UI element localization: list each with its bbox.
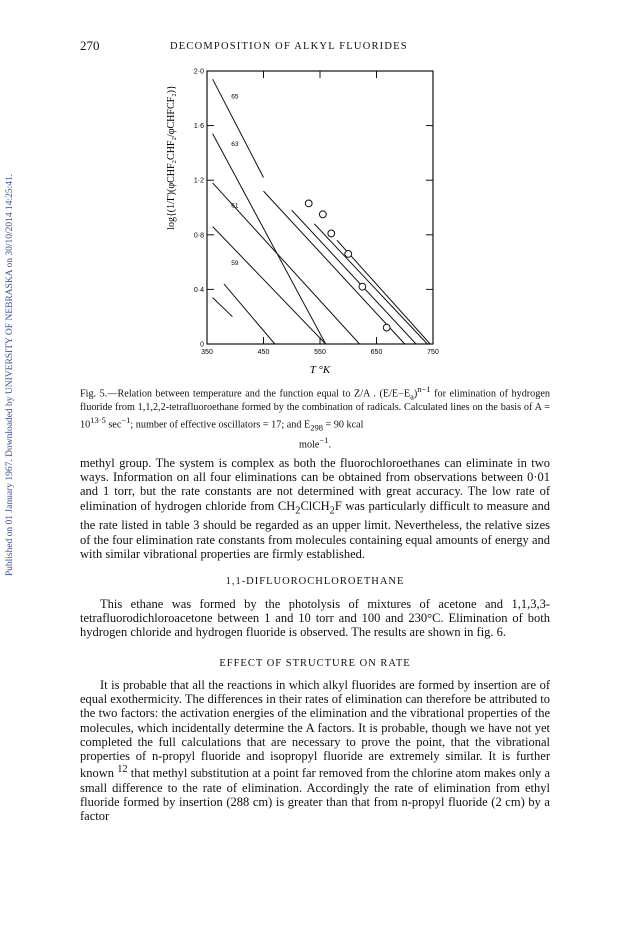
paragraph-2: This ethane was formed by the photolysis of mixtures of acetone and 1,1,3,3-tetrafluorodichloroacetone between 1 and 10 torr and 100 and 230°C. Elimination of both hydrogen chloride and hydrogen fluoride is observed. The results are shown in fig. 6. [80, 597, 550, 640]
calculated-line [213, 134, 326, 344]
y-tick-label: 2·0 [193, 68, 204, 76]
y-tick-label: 1·2 [193, 177, 204, 185]
calculated-line [292, 210, 416, 344]
figure-caption: Fig. 5.—Relation between temperature and the function equal to Z/A . $(E/E-E_a)^{n-1}$ for elimination of hydrogen fluoride from 1,1,2,2-tetrafluoroethane formed by the combination of radicals. Calculated lines on the basis of $A = 10^{13\cdot 5}$ $\sec^{-1}$; number of effective oscillators = 17; and $E_{298} = 90$ kcal mole$^{-1}$. [80, 384, 550, 451]
y-tick-label: 0·8 [193, 232, 204, 240]
plot-frame [207, 71, 433, 344]
x-tick-label: 550 [314, 349, 326, 356]
x-tick-label: 350 [201, 349, 213, 356]
calculated-line [224, 284, 275, 344]
line-label: 63 [231, 141, 239, 149]
x-tick-label: 750 [427, 349, 439, 356]
running-title: DECOMPOSITION OF ALKYL FLUORIDES [170, 41, 408, 52]
figure-5-chart [150, 58, 450, 380]
data-point [383, 324, 390, 331]
data-point [328, 230, 335, 237]
line-label: 61 [231, 202, 239, 210]
data-point [345, 251, 352, 258]
line-label: 59 [231, 259, 239, 267]
y-axis-label: log{(1/Γ)(φCHF₂CHF₂/φCHFCF₂)} [166, 85, 177, 230]
y-tick-label: 0 [200, 341, 204, 349]
y-tick-label: 0·4 [193, 286, 204, 294]
calculated-line [314, 224, 427, 344]
x-tick-label: 650 [370, 349, 383, 356]
paragraph-1: methyl group. The system is complex as both the fluorochloroethanes can eliminate in two ways. Information on all four eliminations can be obtained from observations between 0·01 and 1 torr, but the rate constants are not determined with great accuracy. The low rate of elimination of hydrogen chloride from $CH_2ClCH_2F$ was particularly difficult to measure and the rate listed in table 3 should be regarded as an upper limit. Nevertheless, the relative sizes of the four elimination rate constants from molecules containing equal amounts of energy and with similar vibrational properties are firmly established. [80, 456, 550, 561]
download-watermark [2, 110, 18, 640]
data-point [305, 200, 312, 207]
line-label: 65 [231, 93, 239, 101]
x-axis-label: T °K [309, 364, 331, 376]
download-watermark-text: Published on 01 January 1967. Downloaded by UNIVERSITY OF NEBRASKA on 30/10/2014 14:25:41. [5, 173, 15, 577]
page-number: 270 [80, 38, 100, 53]
calculated-line [213, 298, 233, 317]
data-point [319, 211, 326, 218]
section-heading-difluorochloroethane: 1,1-DIFLUOROCHLOROETHANE [225, 576, 405, 587]
paragraph-3: It is probable that all the reactions in which alkyl fluorides are formed by insertion are of equal exothermicity. The differences in their rates of elimination can therefore be attributed to the two factors: the activation energies of the elimination and the vibrational properties of the molecules, which incidentally determine the A factors. It is probable, though we have not yet completed the full calculations that are necessary to prove the point, that the vibrational properties of n-propyl fluoride and isopropyl fluoride are extremely similar. It is further known $^{12}$ that methyl substitution at a point far removed from the chlorine atom makes only a small difference to the rate of elimination. Accordingly the rate of elimination from ethyl fluoride formed by insertion (288 cm) is greater than that from n-propyl fluoride (2 cm) by a factor [80, 678, 550, 823]
y-tick-label: 1·6 [193, 123, 204, 131]
x-tick-label: 450 [257, 349, 270, 356]
data-point [359, 283, 366, 290]
section-heading-effect-of-structure: EFFECT OF STRUCTURE ON RATE [219, 658, 411, 669]
